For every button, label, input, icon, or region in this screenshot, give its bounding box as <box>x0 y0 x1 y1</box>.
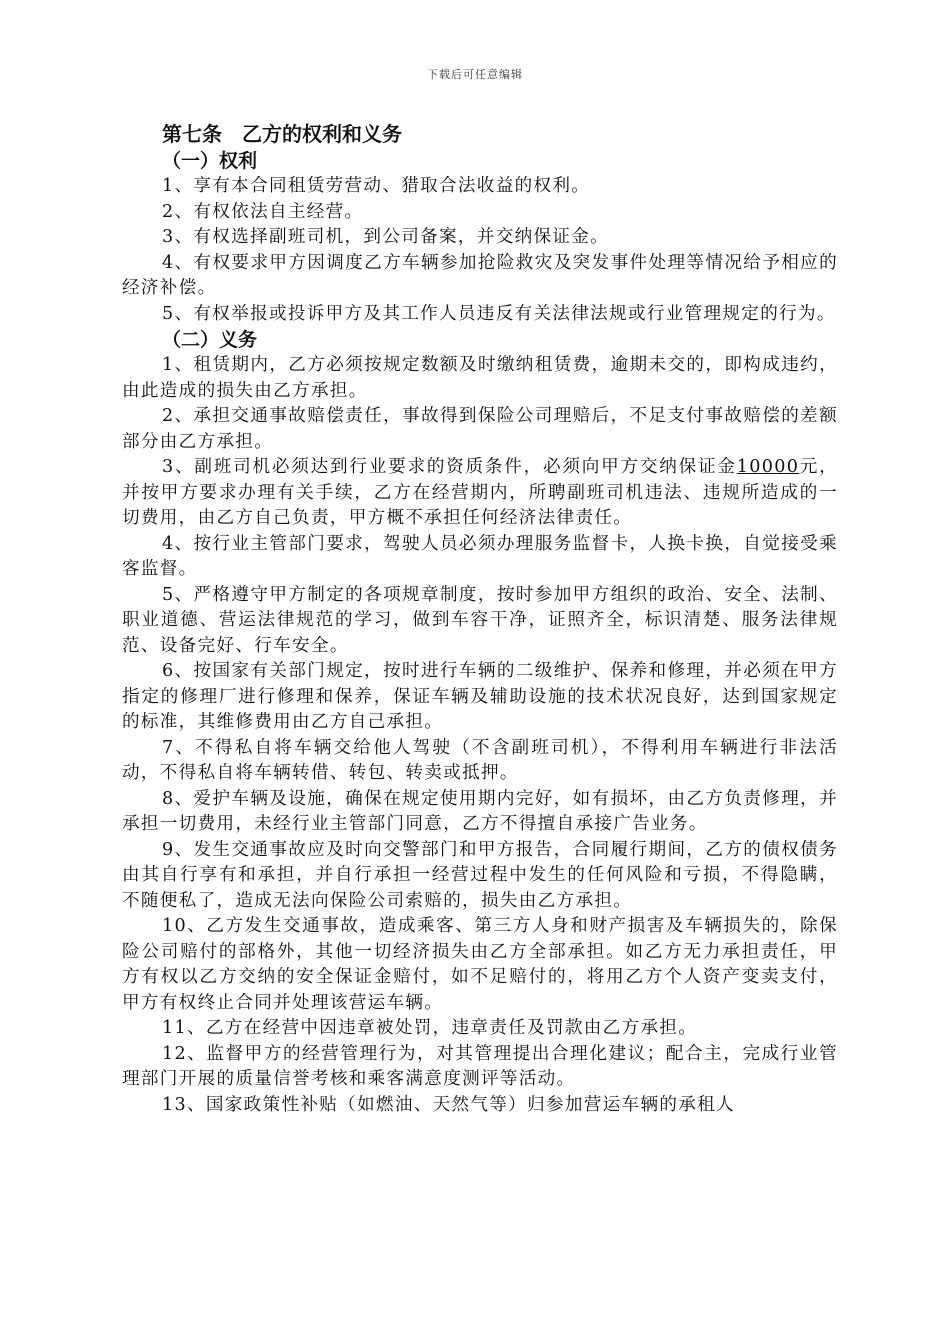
duties-item: 13、国家政策性补贴（如燃油、天然气等）归参加营运车辆的承租人 <box>162 1094 735 1115</box>
duties-item: 9、发生交通事故应及时向交警部门和甲方报告，合同履行期间，乙方的债权债务由其自行享有和承担，并自行承担一经营过程中发生的任何风险和亏损，不得隐瞒，不随便私了，造成无法向保险公司索赔的，损失由乙方承担。 <box>122 839 838 911</box>
duties-item: 1、租赁期内，乙方必须按规定数额及时缴纳租赁费，逾期未交的，即构成违约，由此造成的损失由乙方承担。 <box>122 355 838 401</box>
header-note: 下载后可任意编辑 <box>427 68 523 81</box>
duties-item: 2、承担交通事故赔偿责任，事故得到保险公司理赔后，不足支付事故赔偿的差额部分由乙方承担。 <box>122 406 838 452</box>
duties-section-title: （二）义务 <box>162 329 258 351</box>
rights-item: 3、有权选择副班司机，到公司备案，并交纳保证金。 <box>162 227 610 247</box>
rights-item: 4、有权要求甲方因调度乙方车辆参加抢险救灾及突发事件处理等情况给予相应的经济补偿。 <box>122 252 838 298</box>
duties-item-3-before: 3、副班司机必须达到行业要求的资质条件，必须向甲方交纳保证金 <box>162 457 737 477</box>
duties-item: 5、严格遵守甲方制定的各项规章制度，按时参加甲方组织的政治、安全、法制、职业道德、营运法律规范的学习，做到车容干净，证照齐全，标识清楚、服务法律规范、设备完好、行车安全。 <box>122 584 838 656</box>
rights-item: 5、有权举报或投诉甲方及其工作人员违反有关法律法规或行业管理规定的行为。 <box>162 303 836 324</box>
rights-item: 1、享有本合同租赁劳营动、猎取合法收益的权利。 <box>162 176 591 196</box>
duties-item: 8、爱护车辆及设施，确保在规定使用期内完好，如有损坏，由乙方负责修理，并承担一切费用，未经行业主管部门同意，乙方不得擅自承接广告业务。 <box>122 788 838 834</box>
rights-section-title: （一）权利 <box>162 150 258 172</box>
duties-item: 4、按行业主管部门要求，驾驶人员必须办理服务监督卡，人换卡换，自觉接受乘客监督。 <box>122 533 838 579</box>
duties-item-3-after: 元，并按甲方要求办理有关手续，乙方在经营期内，所聘副班司机违法、违规所造成的一切费用，由乙方自己负责，甲方概不承担任何经济法律责任。 <box>122 457 838 528</box>
duties-item: 12、监督甲方的经营管理行为，对其管理提出合理化建议；配合主，完成行业管理部门开展的质量信誉考核和乘客满意度测评等活动。 <box>122 1043 838 1089</box>
duties-item: 11、乙方在经营中因违章被处罚，违章责任及罚款由乙方承担。 <box>162 1018 698 1038</box>
duties-item-3 <box>122 455 838 532</box>
article-title: 第七条 乙方的权利和义务 <box>162 122 402 146</box>
duties-item: 7、不得私自将车辆交给他人驾驶（不含副班司机），不得利用车辆进行非法活动，不得私自将车辆转借、转包、转卖或抵押。 <box>122 737 838 783</box>
duties-item: 10、乙方发生交通事故，造成乘客、第三方人身和财产损害及车辆损失的，除保险公司赔付的部格外，其他一切经济损失由乙方全部承担。如乙方无力承担责任，甲方有权以乙方交纳的安全保证金赔付，如不足赔付的，将用乙方个人资产变卖支付，甲方有权终止合同并处理该营运车辆。 <box>122 916 838 1013</box>
rights-item: 2、有权依法自主经营。 <box>162 201 364 222</box>
document-body <box>122 120 838 1118</box>
deposit-amount: 10000 <box>736 457 800 477</box>
duties-item: 6、按国家有关部门规定，按时进行车辆的二级维护、保养和修理，并必须在甲方指定的修理厂进行修理和保养，保证车辆及辅助设施的技术状况良好，达到国家规定的标准，其维修费用由乙方自己承担。 <box>122 661 838 732</box>
